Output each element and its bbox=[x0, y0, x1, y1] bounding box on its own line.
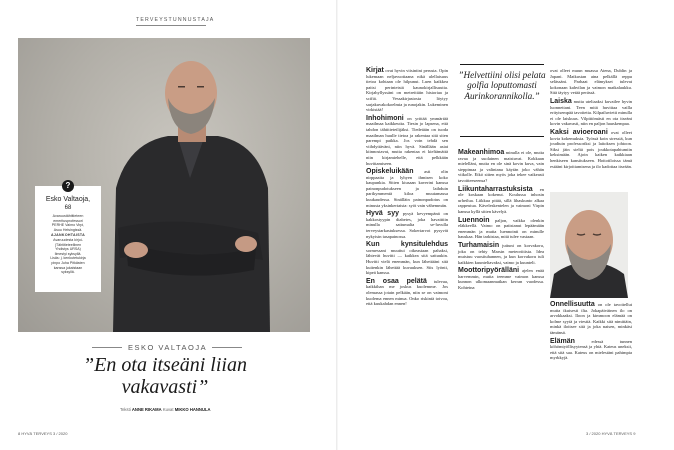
paragraph-lead: Moottoripyörälläni bbox=[458, 267, 520, 275]
paragraph-lead: Kun kynsitulehdus bbox=[366, 241, 448, 249]
paragraph-text: ajelen enää harvemmin, mutta teemme vaimon kanssa kunnon ulkomaanmatkan kerran vuodessa. Kohteina bbox=[458, 268, 545, 291]
paragraph-text: tulevaa, kaikkihan me joskus kuolemme. Jos olemassa jotain pelkään, niin se on vaimoni kuolema ennen minua. Onko riskintä toivoa, että kuukahdan ennen! bbox=[366, 278, 448, 307]
paragraph bbox=[550, 99, 632, 127]
paragraph-lead: Luennoin bbox=[458, 216, 490, 224]
paragraph-text: juttuni on korvakoru, joka on tehty Marsin meteoriitista. Idea muistuu vuosituhannen, ja kun korvakoru tuli kaikkien kuunteltavaksi, vaimo ja kuunteli. bbox=[458, 242, 545, 265]
quote-rule-top bbox=[460, 64, 544, 65]
paragraph-lead: Inhohimoni bbox=[366, 114, 404, 122]
paragraph-lead: Laiska bbox=[550, 97, 572, 105]
article-headline bbox=[40, 354, 290, 398]
paragraph-text: en ole koskaan kokenut. Koulussa inhosin urheilua. Liikkua pitää, sillä lihaskunto alkaa rappeutua. Käveleskentelen ja vaimoni Virpin kanssa kyllä sitten kävelyä. bbox=[458, 186, 544, 214]
bio-line: PERHE Vaimo Virpi, bbox=[51, 223, 85, 228]
paragraph-lead: Makeanhimoa bbox=[458, 149, 505, 156]
headline-line: ”En ota itseäni liian bbox=[83, 354, 247, 376]
credits-photographer: MIKKO HANNULA bbox=[174, 407, 211, 412]
pull-quote: ”Helvettiini olisi pelata golfia loputtomasti Aurinkorannikolla.” bbox=[458, 70, 546, 101]
folio-right: 3 / 2020 HYVÄ TERVEYS 9 bbox=[586, 431, 636, 436]
headline-line: vakavasti” bbox=[121, 376, 209, 398]
credits-label: Teksti bbox=[120, 407, 131, 412]
paragraph-text: on ole tavoitellut mutta ikuisesti ilta. Jokapäiväinen ilo on arvokkaaksi. Iloon ja kimmoon elämää on kolme syytä ja viestiä. Kaikki sitä nimittäin, minkä iloitsee sitä ja joka naisen, minkäsi tämänsä. bbox=[550, 302, 633, 335]
paragraph bbox=[366, 279, 448, 307]
section-tag: TERVEYSTUNNUSTAJA bbox=[136, 17, 215, 23]
paragraph-text: ovat hyvin viisintini perusta. Opin lukemaan neljavuotiaana nikä ulellaisuus tietoa kohtaan ole hilpunut. Luen kaikkea paitsi perinteistä kaunokirjallisuutta. Kirjahyllyssäni on metreittäin historiaa ja scifiä. Vessakirjastosta löytyy sarjakuvakokoelmia ja runojakin. Lukeminen virkistää! bbox=[366, 68, 449, 113]
quote-rule-bottom bbox=[460, 136, 544, 137]
bio-line: pinpo Juha Pitkästen bbox=[51, 260, 85, 265]
credits-author: ANNE RIKAMA bbox=[131, 407, 162, 412]
bio-line: Ilmestyi syksyllä. bbox=[54, 251, 82, 256]
paragraph bbox=[366, 68, 448, 113]
paragraph-lead: Kaksi avioeroani bbox=[550, 128, 608, 136]
page-gutter bbox=[336, 0, 338, 450]
paragraph-lead: Elämän bbox=[550, 337, 575, 345]
article-column-2 bbox=[458, 150, 544, 294]
bio-line: Yhdistys URSA) bbox=[55, 247, 81, 252]
paragraph bbox=[366, 169, 448, 208]
kicker-rule-left bbox=[92, 347, 122, 348]
article-column-1 bbox=[366, 68, 448, 310]
paragraph-lead: Opiskeluikään bbox=[366, 168, 414, 176]
paragraph bbox=[458, 218, 544, 240]
article-credits bbox=[120, 407, 211, 412]
article-column-3-continued bbox=[550, 302, 632, 364]
bio-line: kanssa jukaistaan bbox=[53, 265, 83, 270]
paragraph-text: ovat olleet kovia kokemuksia. Työssä koin stressiä, kun joudtuin professoriksi ja laitoksen johtoon. Siksi jäin sieltä pois joukkotapahtumiin keksimään. Ajoin kaiken kaikkiaan henkiseen kansitukseen. Hoitotiloissa tämä estääni kirjoittamisena ja ilo kadottaa itseään. bbox=[550, 129, 633, 169]
question-icon: ? bbox=[62, 180, 74, 192]
bio-line: (Tähtitieteellinen bbox=[54, 242, 82, 247]
paragraph bbox=[550, 130, 632, 169]
paragraph-lead: Kirjat bbox=[366, 67, 384, 74]
paragraph bbox=[458, 268, 544, 290]
article-kicker: ESKO VALTAOJA bbox=[128, 343, 208, 352]
paragraph bbox=[366, 211, 448, 239]
paragraph-text: pysyä kevyempänä on kakkostyypin diabetes, joka havaittiin minulla sattumalta se-luvulla terveystarkastuksessa. Sokeriarvot pysyvät nykyisin tasapainossa. bbox=[366, 211, 449, 239]
bio-heading: AJANKOHTAISTA bbox=[50, 233, 86, 238]
closeup-illustration bbox=[550, 192, 628, 298]
paragraph bbox=[550, 302, 632, 336]
paragraph-lead: Hyvä syy bbox=[366, 210, 399, 218]
section-divider bbox=[136, 25, 206, 26]
closeup-photo bbox=[550, 192, 628, 298]
kicker-rule-right bbox=[212, 347, 242, 348]
paragraph-text: asti olin nirppaaita ja lyhyen ihmisen koko kaupunkia. Sitten kiusaan kaverini kanssa painonpudotukseen ja laihduin parikymmentä kiloa muutamassa kuukaudessa. Sinälläin painonpudotus on minusta yksinkertaista: syöt vain vähemmän. bbox=[366, 169, 448, 208]
paragraph bbox=[458, 243, 544, 265]
paragraph-lead: Onnellisuutta bbox=[550, 301, 595, 308]
paragraph bbox=[458, 187, 544, 215]
folio-left: 8 HYVÄ TERVEYS 3 / 2020 bbox=[18, 431, 68, 436]
bio-text bbox=[35, 214, 101, 275]
bio-line: emeritusprofessori bbox=[53, 218, 83, 223]
bio-line: Avaruustähtitieteen bbox=[52, 214, 84, 218]
paragraph-lead: Turhamaisin bbox=[458, 241, 500, 249]
paragraph-text: paljon, vaikka olenkin eläkkeellä. Vaimo on patistanut lepäämään enemmän ja mutta luennointi on minulle hauskaa. Hän tarkistaa, mitä tulee vastaan. bbox=[458, 217, 544, 240]
paragraph-text: minulla ei ole, mutta ravaa ja suolainen maistuvat. Kokkaan mielelläni, mutta en ole sinä kovin kuva, vain sieppimaa ja valintana käytän joko vähän viikolle. Eikö sitten myös joka tekee vaikeasti tavoitteeseensa? bbox=[458, 150, 545, 183]
paragraph-text: on yrittää ymmärtää maailmaa kaikkeutta. Tiesin jo lapsena, että tahdon tähtitieteilijäksi. Tiedetään on tuoda maailman huulle tietoa ja rakentaa sitä siten parempi paikka. Jos voin tehdä sen viihdyttäväni, niin hyvä. Sinällään asiat kiinnostavat, mutta rakentaa ei kieltämättä niin kirjamiehelle, että pelkkään huvittamiseen. bbox=[366, 115, 448, 166]
paragraph bbox=[458, 150, 544, 184]
bio-box bbox=[35, 181, 101, 292]
paragraph bbox=[550, 339, 632, 361]
paragraph-text: sormessani muuttui oikeastaan pahaksi, lähtevät huvitti — kaikkea sitä sattuukin. Huvitti vielä enemmän, kun lähettääni sitä kuitenkin lähettää kuvauksen. Siis lyönti, kipeä kanssa. bbox=[366, 247, 448, 276]
bio-line: Avaruudesta kirjoi- bbox=[53, 237, 83, 242]
bio-name: Esko Valtaoja, bbox=[45, 196, 91, 203]
paragraph-lead: En osaa pelätä bbox=[366, 277, 427, 285]
paragraph-text: edessä tunnen köhömtyöllisyytensä ja yhtä. Kateus uneksii, että sitä saa. Kateus on mielestäni pahimpia myrkkyjä. bbox=[550, 338, 632, 361]
paragraph bbox=[366, 242, 448, 276]
article-column-3 bbox=[550, 68, 632, 172]
bio-line: syksyllä. bbox=[61, 270, 75, 275]
bio-line: Lisäs: j. kenkutetukirja bbox=[50, 256, 86, 261]
paragraph-text: ovat olleet muun muassa Atenа, Dublin ja Japani. Matkustan aina pelkällä reppu selässäni. Parhaat elämykset tulevat kokonaan kahvilan ja vaimon matkalaukku. Sitä täytyy vetää perässä. bbox=[550, 68, 632, 96]
paragraph-text: mutta uteliaaksi kuvailee hyvin luonnettani. Teen mitä huvittaa vailla erityisempää tavoitetta. Kilpailuvietti minulla ei ole laiskuus. Vilpittömästi en ota itseäni kovin vakavasti, niin en paljon hauskempaa. bbox=[550, 98, 632, 127]
bio-line: Asuu Helsingissä. bbox=[53, 227, 83, 232]
paragraph bbox=[550, 68, 632, 96]
credits-label: Kuvat bbox=[162, 407, 174, 412]
bio-age: 68 bbox=[64, 205, 72, 211]
paragraph-lead: Liikuntaharrastuksista bbox=[458, 185, 533, 193]
paragraph bbox=[366, 116, 448, 166]
